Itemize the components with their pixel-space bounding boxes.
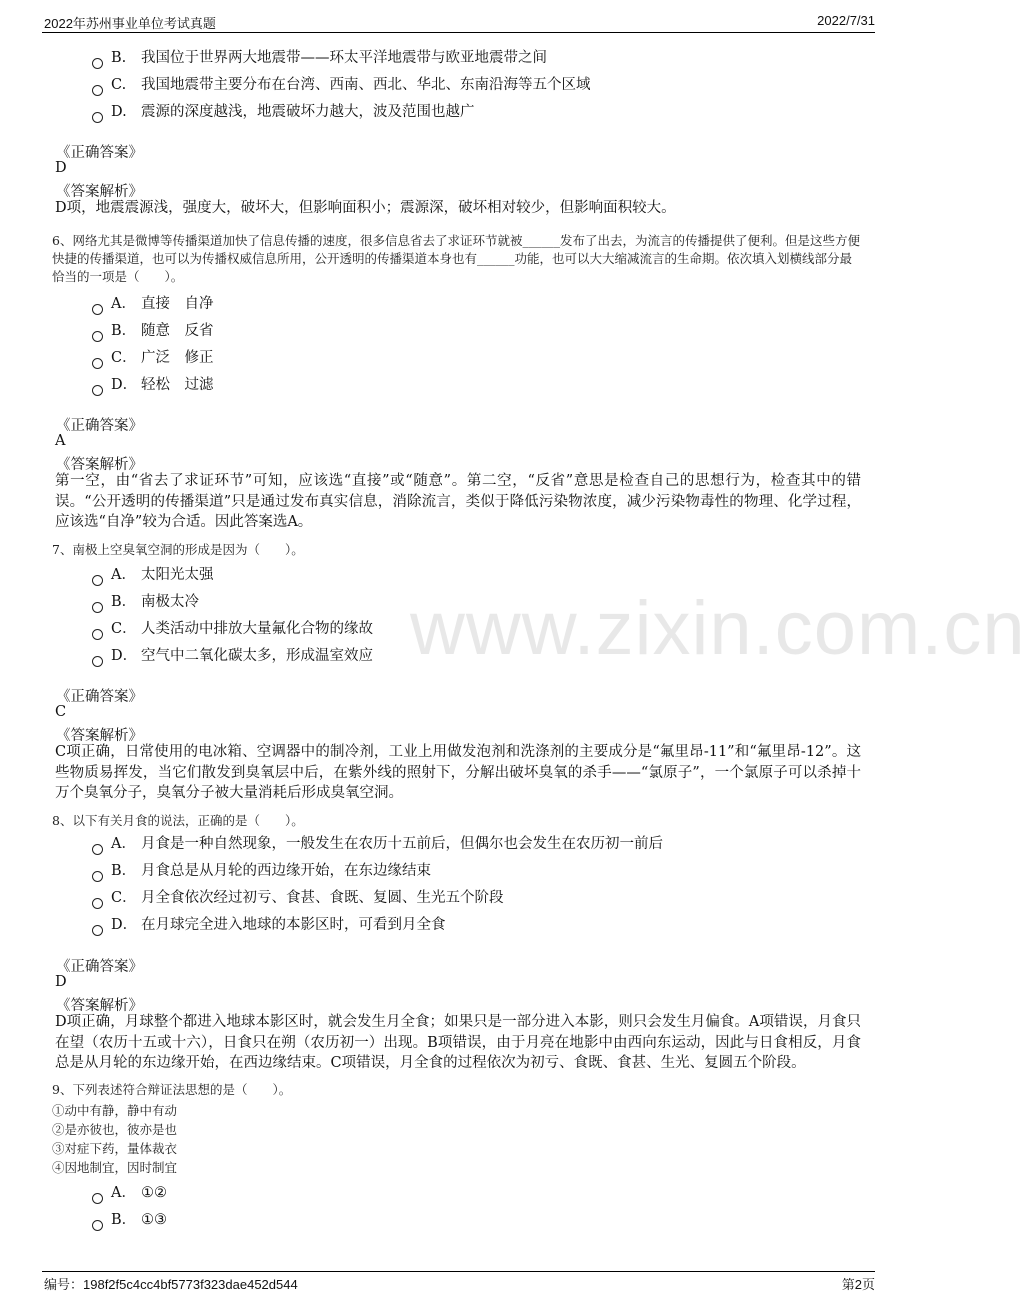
option-5-b[interactable]: B. 我国位于世界两大地震带——环太平洋地震带与欧亚地震带之间 bbox=[92, 46, 547, 67]
explain-label: 《答案解析》 bbox=[56, 998, 143, 1014]
header-date: 2022/7/31 bbox=[817, 13, 875, 28]
option-7-d[interactable]: D． 空气中二氧化碳太多，形成温室效应 bbox=[92, 644, 373, 665]
radio-icon[interactable] bbox=[92, 844, 103, 855]
radio-icon[interactable] bbox=[92, 925, 103, 936]
radio-icon[interactable] bbox=[92, 656, 103, 667]
option-6-c[interactable]: C． 广泛 修正 bbox=[92, 346, 214, 367]
option-5-d[interactable]: D. 震源的深度越浅，地震破坏力越大，波及范围也越广 bbox=[92, 100, 475, 121]
question-8: 8、以下有关月食的说法，正确的是（ ）。 bbox=[52, 813, 304, 828]
explain-label: 《答案解析》 bbox=[56, 184, 143, 200]
radio-icon[interactable] bbox=[92, 575, 103, 586]
answer-label: 《正确答案》 bbox=[56, 689, 143, 705]
option-9-a[interactable]: A． ①② bbox=[92, 1181, 167, 1202]
watermark: www.zixin.com.cn bbox=[410, 586, 1026, 671]
radio-icon[interactable] bbox=[92, 331, 103, 342]
answer-label: 《正确答案》 bbox=[56, 959, 143, 975]
answer-value: C bbox=[55, 704, 67, 720]
header-title: 2022年苏州事业单位考试真题 bbox=[44, 16, 216, 31]
radio-icon[interactable] bbox=[92, 1220, 103, 1231]
answer-label: 《正确答案》 bbox=[56, 418, 143, 434]
explanation: 第一空，由“省去了求证环节”可知，应该选“直接”或“随意”。第二空，“反省”意思是检查自己的思想行为，检查其中的错误。“公开透明的传播渠道”只是通过发布真实信息，消除流言，类似于降低污染物浓度，减少污染物毒性的物理、化学过程，应该选“自净”较为合适。因此答案选A。 bbox=[55, 473, 861, 530]
explain-label: 《答案解析》 bbox=[56, 457, 143, 473]
option-8-c[interactable]: C． 月全食依次经过初亏、食甚、食既、复圆、生光五个阶段 bbox=[92, 886, 504, 907]
option-8-d[interactable]: D． 在月球完全进入地球的本影区时，可看到月全食 bbox=[92, 913, 446, 934]
page-footer bbox=[42, 1271, 875, 1296]
answer-value: D bbox=[55, 974, 67, 990]
question-9: 9、下列表述符合辩证法思想的是（ ）。 bbox=[52, 1082, 292, 1097]
option-5-c[interactable]: C. 我国地震带主要分布在台湾、西南、西北、华北、东南沿海等五个区域 bbox=[92, 73, 591, 94]
radio-icon[interactable] bbox=[92, 112, 103, 123]
doc-id: 编号：198f2f5c4cc4bf5773f323dae452d544 bbox=[44, 1277, 298, 1292]
statement-1: ①动中有静，静中有动 bbox=[52, 1103, 178, 1118]
option-6-b[interactable]: B． 随意 反省 bbox=[92, 319, 214, 340]
option-8-a[interactable]: A． 月食是一种自然现象，一般发生在农历十五前后，但偶尔也会发生在农历初一前后 bbox=[92, 832, 663, 853]
answer-label: 《正确答案》 bbox=[56, 145, 143, 161]
statement-2: ②是亦彼也，彼亦是也 bbox=[52, 1122, 178, 1137]
option-7-b[interactable]: B． 南极太冷 bbox=[92, 590, 199, 611]
page-number: 第2页 bbox=[841, 1277, 875, 1292]
radio-icon[interactable] bbox=[92, 898, 103, 909]
radio-icon[interactable] bbox=[92, 385, 103, 396]
statement-3: ③对症下药，量体裁衣 bbox=[52, 1141, 178, 1156]
explanation: D项正确，月球整个都进入地球本影区时，就会发生月全食；如果只是一部分进入本影，则只会发生月偏食。A项错误，月食只在望（农历十五或十六），日食只在朔（农历初一）出现。B项错误，由于月亮在地影中由西向东运动，因此与日食相反，月食总是从月轮的东边缘开始，在西边缘结束。C项错误，月全食的过程依次为初亏、食既、食甚、生光、复圆五个阶段。 bbox=[55, 1014, 861, 1071]
radio-icon[interactable] bbox=[92, 304, 103, 315]
option-6-d[interactable]: D． 轻松 过滤 bbox=[92, 373, 214, 394]
question-6: 6、网络尤其是微博等传播渠道加快了信息传播的速度，很多信息省去了求证环节就被______发布了出去，为流言的传播提供了便利。但是这些方便快捷的传播渠道，也可以为传播权威信息所用，公开透明的传播渠道本身也有______功能，也可以大大缩减流言的生命期。依次填入划横线部分最恰当的一项是（ ）。 bbox=[52, 233, 860, 284]
radio-icon[interactable] bbox=[92, 85, 103, 96]
explanation: D项，地震震源浅，强度大，破坏大，但影响面积小；震源深，破坏相对较少，但影响面积较大。 bbox=[55, 200, 676, 216]
radio-icon[interactable] bbox=[92, 871, 103, 882]
option-9-b[interactable]: B． ①③ bbox=[92, 1208, 167, 1229]
question-7: 7、南极上空臭氧空洞的形成是因为（ ）。 bbox=[52, 542, 304, 557]
option-6-a[interactable]: A． 直接 自净 bbox=[92, 292, 214, 313]
radio-icon[interactable] bbox=[92, 58, 103, 69]
option-8-b[interactable]: B． 月食总是从月轮的西边缘开始，在东边缘结束 bbox=[92, 859, 431, 880]
answer-value: D bbox=[55, 160, 67, 176]
explanation: C项正确，日常使用的电冰箱、空调器中的制冷剂，工业上用做发泡剂和洗涤剂的主要成分是“氟里昂-11”和“氟里昂-12”。这些物质易挥发，当它们散发到臭氧层中后，在紫外线的照射下，分解出破坏臭氧的杀手——“氯原子”，一个氯原子可以杀掉十万个臭氧分子，臭氧分子被大量消耗后形成臭氧空洞。 bbox=[55, 744, 861, 801]
option-7-a[interactable]: A． 太阳光太强 bbox=[92, 563, 214, 584]
radio-icon[interactable] bbox=[92, 1193, 103, 1204]
radio-icon[interactable] bbox=[92, 358, 103, 369]
radio-icon[interactable] bbox=[92, 629, 103, 640]
radio-icon[interactable] bbox=[92, 602, 103, 613]
answer-value: A bbox=[55, 433, 66, 449]
option-7-c[interactable]: C． 人类活动中排放大量氟化合物的缘故 bbox=[92, 617, 373, 638]
explain-label: 《答案解析》 bbox=[56, 728, 143, 744]
statement-4: ④因地制宜，因时制宜 bbox=[52, 1160, 178, 1175]
page-header bbox=[42, 10, 875, 33]
